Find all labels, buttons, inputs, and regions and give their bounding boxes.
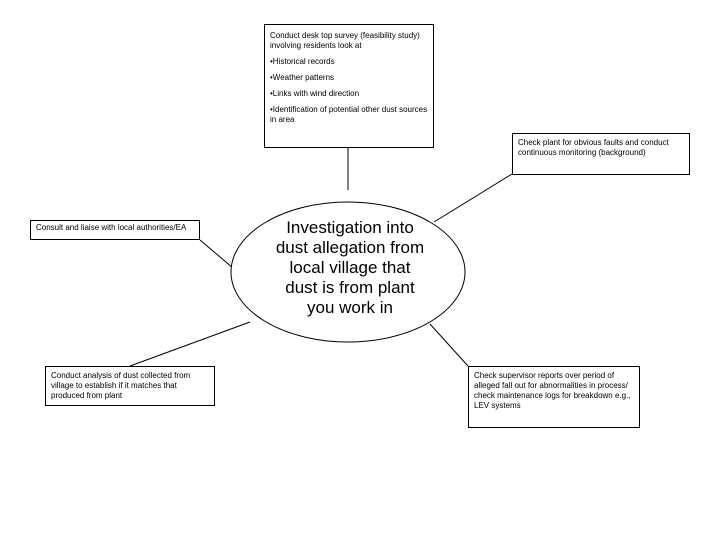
liaise-text: Consult and liaise with local authorities/EA <box>36 223 187 232</box>
central-topic <box>250 218 450 318</box>
desk-survey-bullets <box>270 57 428 125</box>
connector-supervisor <box>430 324 468 366</box>
bullet-item: •Identification of potential other dust sources in area <box>270 105 428 124</box>
desk-survey-box <box>264 24 434 148</box>
connector-analysis <box>130 322 250 366</box>
central-line: you work in <box>307 298 393 317</box>
central-line: dust is from plant <box>285 278 415 297</box>
bullet-item: •Historical records <box>270 57 335 66</box>
central-line: local village that <box>289 258 411 277</box>
supervisor-text: Check supervisor reports over period of alleged fall out for abnormalities in process/ check maintenance logs for breakdown e.g., LEV systems <box>474 371 631 410</box>
check-plant-box <box>512 133 690 175</box>
bullet-item: •Links with wind direction <box>270 89 360 98</box>
connector-liaise <box>200 240 233 268</box>
analysis-box <box>45 366 215 406</box>
connector-check-plant <box>434 174 512 222</box>
supervisor-box <box>468 366 640 428</box>
central-line: Investigation into <box>286 218 414 237</box>
bullet-item: •Weather patterns <box>270 73 335 82</box>
desk-survey-text: Conduct desk top survey (feasibility study) involving residents look at <box>270 31 420 50</box>
analysis-text: Conduct analysis of dust collected from village to establish if it matches that produced from plant <box>51 371 191 400</box>
liaise-box <box>30 220 200 240</box>
check-plant-text: Check plant for obvious faults and conduct continuous monitoring (background) <box>518 138 669 157</box>
central-line: dust allegation from <box>275 238 425 257</box>
